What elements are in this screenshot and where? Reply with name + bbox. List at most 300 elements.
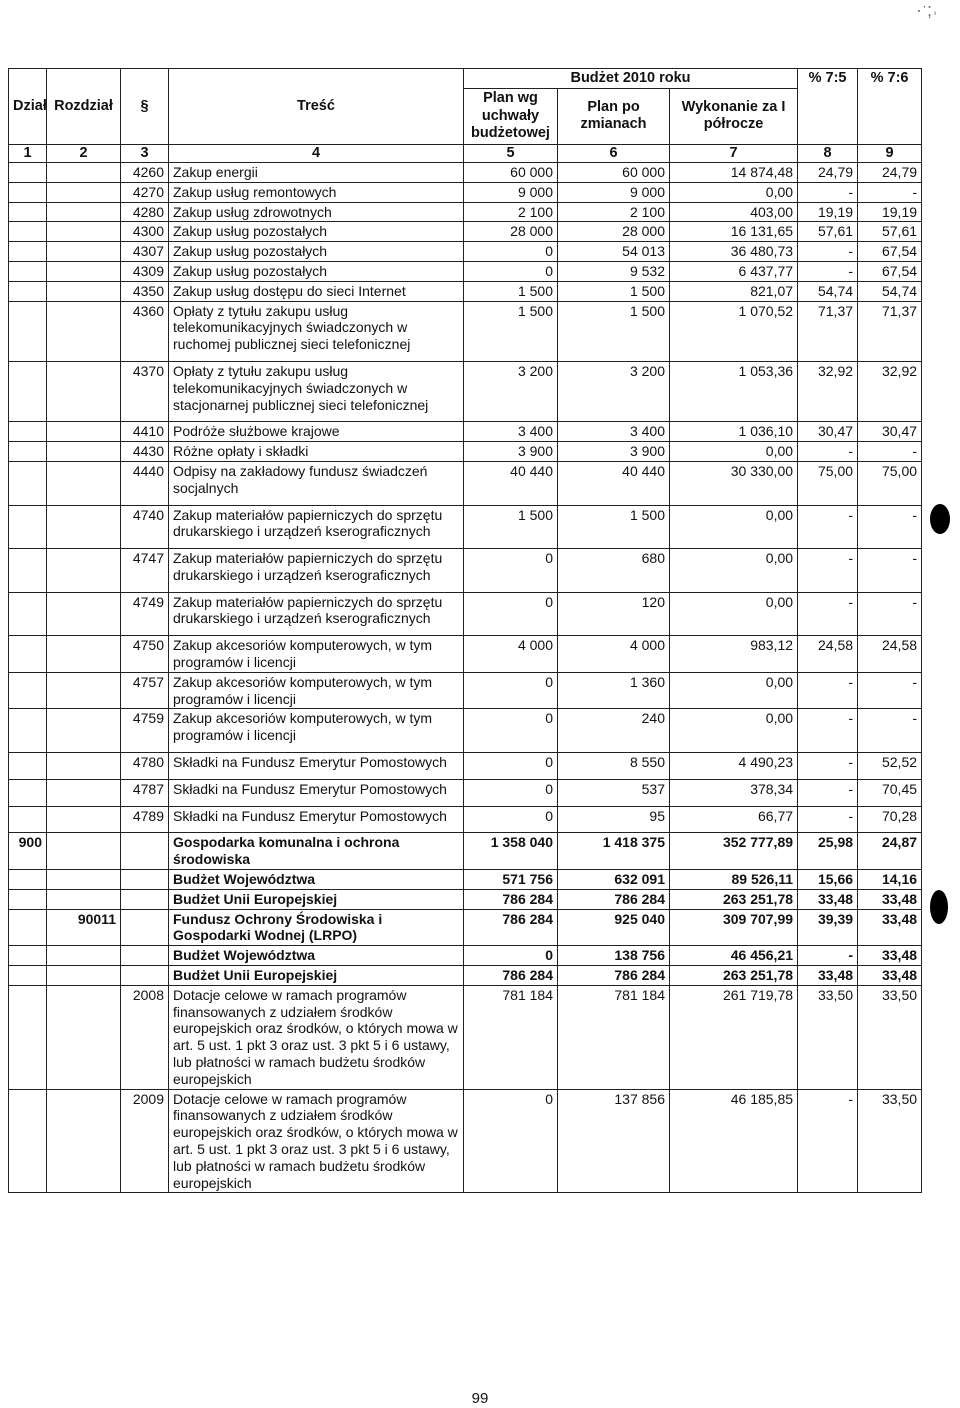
cell-paragraph: 4309 — [121, 261, 169, 281]
table-row — [9, 182, 922, 202]
cell-dzial — [9, 222, 47, 242]
table-row — [9, 909, 922, 946]
cell-rozdzial — [47, 182, 121, 202]
cell-tresc: Zakup materiałów papierniczych do sprzętu drukarskiego i urządzeń kserograficznych — [169, 592, 464, 636]
cell-pct-76: 30,47 — [858, 422, 922, 442]
cell-plan-uchwaly: 40 440 — [464, 461, 558, 505]
cell-plan-po-zmianach: 1 418 375 — [558, 833, 670, 870]
cell-plan-uchwaly: 3 900 — [464, 442, 558, 462]
table-row — [9, 592, 922, 636]
cell-dzial — [9, 806, 47, 833]
cell-paragraph: 4270 — [121, 182, 169, 202]
cell-tresc: Budżet Unii Europejskiej — [169, 966, 464, 986]
cell-plan-uchwaly: 0 — [464, 779, 558, 806]
cell-pct-75: 57,61 — [798, 222, 858, 242]
cell-wykonanie: 0,00 — [670, 592, 798, 636]
cell-paragraph — [121, 946, 169, 966]
cell-plan-po-zmianach: 137 856 — [558, 1089, 670, 1193]
table-row — [9, 549, 922, 593]
cell-rozdzial — [47, 870, 121, 890]
cell-pct-76: 33,48 — [858, 966, 922, 986]
cell-plan-uchwaly: 28 000 — [464, 222, 558, 242]
cell-pct-75: - — [798, 806, 858, 833]
cell-tresc: Zakup usług zdrowotnych — [169, 202, 464, 222]
table-row — [9, 889, 922, 909]
table-body — [9, 162, 922, 1192]
cell-plan-po-zmianach: 786 284 — [558, 966, 670, 986]
cell-rozdzial: 90011 — [47, 909, 121, 946]
cell-dzial — [9, 182, 47, 202]
cell-wykonanie: 0,00 — [670, 505, 798, 549]
cell-pct-75: 25,98 — [798, 833, 858, 870]
cell-dzial — [9, 1089, 47, 1193]
cell-tresc: Dotacje celowe w ramach programów finansowanych z udziałem środków europejskich oraz środków, o których mowa w art. 5 ust. 1 pkt 3 oraz ust. 3 pkt 5 i 6 ustawy, lub płatności w ramach budżetu środków europejskich — [169, 985, 464, 1089]
header-plan-uchwaly: Plan wg uchwały budżetowej — [464, 89, 558, 144]
cell-plan-uchwaly: 786 284 — [464, 889, 558, 909]
cell-pct-75: 39,39 — [798, 909, 858, 946]
cell-plan-uchwaly: 2 100 — [464, 202, 558, 222]
cell-plan-uchwaly: 1 358 040 — [464, 833, 558, 870]
cell-pct-76: - — [858, 442, 922, 462]
cell-tresc: Zakup materiałów papierniczych do sprzętu drukarskiego i urządzeń kserograficznych — [169, 549, 464, 593]
cell-plan-po-zmianach: 781 184 — [558, 985, 670, 1089]
cell-rozdzial — [47, 242, 121, 262]
cell-plan-uchwaly: 781 184 — [464, 985, 558, 1089]
cell-tresc: Opłaty z tytułu zakupu usług telekomunikacyjnych świadczonych w ruchomej publicznej sieci telefonicznej — [169, 301, 464, 361]
cell-dzial — [9, 162, 47, 182]
cell-plan-uchwaly: 786 284 — [464, 909, 558, 946]
table-row — [9, 222, 922, 242]
cell-tresc: Zakup materiałów papierniczych do sprzętu drukarskiego i urządzeń kserograficznych — [169, 505, 464, 549]
cell-dzial — [9, 709, 47, 753]
cell-plan-uchwaly: 0 — [464, 549, 558, 593]
cell-rozdzial — [47, 889, 121, 909]
cell-tresc: Fundusz Ochrony Środowiska i Gospodarki Wodnej (LRPO) — [169, 909, 464, 946]
cell-rozdzial — [47, 442, 121, 462]
cell-paragraph: 4750 — [121, 636, 169, 673]
cell-tresc: Zakup usług pozostałych — [169, 261, 464, 281]
cell-plan-po-zmianach: 9 532 — [558, 261, 670, 281]
cell-dzial — [9, 242, 47, 262]
table-row — [9, 442, 922, 462]
cell-pct-76: 19,19 — [858, 202, 922, 222]
cell-paragraph — [121, 870, 169, 890]
scan-blot — [930, 504, 950, 534]
cell-rozdzial — [47, 281, 121, 301]
budget-table — [8, 68, 922, 1193]
table-row — [9, 753, 922, 780]
cell-wykonanie: 0,00 — [670, 442, 798, 462]
header-number: 9 — [858, 144, 922, 162]
cell-plan-uchwaly: 1 500 — [464, 281, 558, 301]
table-header — [9, 69, 922, 163]
cell-plan-uchwaly: 1 500 — [464, 505, 558, 549]
cell-pct-75: 30,47 — [798, 422, 858, 442]
cell-tresc: Składki na Fundusz Emerytur Pomostowych — [169, 753, 464, 780]
cell-dzial — [9, 301, 47, 361]
cell-tresc: Dotacje celowe w ramach programów finansowanych z udziałem środków europejskich oraz środków, o których mowa w art. 5 ust. 1 pkt 3 oraz ust. 3 pkt 5 i 6 ustawy, lub płatności w ramach budżetu środków europejskich — [169, 1089, 464, 1193]
header-pct-75: % 7:5 — [798, 69, 858, 145]
cell-pct-75: - — [798, 672, 858, 709]
cell-plan-po-zmianach: 4 000 — [558, 636, 670, 673]
cell-pct-75: 33,48 — [798, 966, 858, 986]
cell-pct-76: 54,74 — [858, 281, 922, 301]
cell-plan-uchwaly: 0 — [464, 806, 558, 833]
cell-plan-po-zmianach: 3 400 — [558, 422, 670, 442]
cell-wykonanie: 821,07 — [670, 281, 798, 301]
header-number: 6 — [558, 144, 670, 162]
cell-rozdzial — [47, 966, 121, 986]
cell-pct-75: 19,19 — [798, 202, 858, 222]
cell-plan-po-zmianach: 240 — [558, 709, 670, 753]
cell-pct-75: 33,48 — [798, 889, 858, 909]
cell-dzial — [9, 281, 47, 301]
cell-rozdzial — [47, 709, 121, 753]
cell-pct-75: - — [798, 779, 858, 806]
cell-paragraph: 2008 — [121, 985, 169, 1089]
cell-wykonanie: 352 777,89 — [670, 833, 798, 870]
header-dzial: Dział — [9, 69, 47, 145]
cell-pct-76: - — [858, 549, 922, 593]
cell-wykonanie: 0,00 — [670, 549, 798, 593]
scan-artifact: ·ˑ;˒ — [916, 0, 938, 20]
cell-pct-76: 32,92 — [858, 361, 922, 421]
cell-paragraph: 4759 — [121, 709, 169, 753]
cell-paragraph: 4440 — [121, 461, 169, 505]
cell-plan-uchwaly: 3 200 — [464, 361, 558, 421]
cell-tresc: Różne opłaty i składki — [169, 442, 464, 462]
cell-paragraph: 4757 — [121, 672, 169, 709]
cell-pct-76: 24,79 — [858, 162, 922, 182]
cell-tresc: Podróże służbowe krajowe — [169, 422, 464, 442]
cell-pct-76: 24,58 — [858, 636, 922, 673]
cell-plan-uchwaly: 0 — [464, 592, 558, 636]
cell-rozdzial — [47, 592, 121, 636]
table-row — [9, 301, 922, 361]
cell-plan-po-zmianach: 632 091 — [558, 870, 670, 890]
cell-tresc: Zakup akcesoriów komputerowych, w tym programów i licencji — [169, 709, 464, 753]
cell-plan-po-zmianach: 54 013 — [558, 242, 670, 262]
cell-pct-76: 70,45 — [858, 779, 922, 806]
cell-wykonanie: 0,00 — [670, 709, 798, 753]
header-tresc: Treść — [169, 69, 464, 145]
cell-plan-uchwaly: 0 — [464, 946, 558, 966]
cell-pct-76: 71,37 — [858, 301, 922, 361]
cell-dzial — [9, 870, 47, 890]
cell-tresc: Budżet Województwa — [169, 946, 464, 966]
cell-dzial — [9, 505, 47, 549]
cell-pct-76: 33,48 — [858, 946, 922, 966]
table-row — [9, 806, 922, 833]
cell-wykonanie: 0,00 — [670, 672, 798, 709]
table-row — [9, 636, 922, 673]
cell-rozdzial — [47, 779, 121, 806]
cell-tresc: Odpisy na zakładowy fundusz świadczeń socjalnych — [169, 461, 464, 505]
cell-wykonanie: 263 251,78 — [670, 889, 798, 909]
cell-pct-75: - — [798, 592, 858, 636]
table-row — [9, 505, 922, 549]
header-wykonanie: Wykonanie za I półrocze — [670, 89, 798, 144]
cell-wykonanie: 46 456,21 — [670, 946, 798, 966]
cell-plan-uchwaly: 60 000 — [464, 162, 558, 182]
cell-wykonanie: 46 185,85 — [670, 1089, 798, 1193]
cell-wykonanie: 30 330,00 — [670, 461, 798, 505]
cell-dzial — [9, 261, 47, 281]
header-number: 2 — [47, 144, 121, 162]
cell-plan-po-zmianach: 1 500 — [558, 505, 670, 549]
cell-wykonanie: 14 874,48 — [670, 162, 798, 182]
cell-paragraph: 4280 — [121, 202, 169, 222]
cell-plan-uchwaly: 0 — [464, 261, 558, 281]
cell-rozdzial — [47, 833, 121, 870]
table-row — [9, 946, 922, 966]
cell-dzial — [9, 889, 47, 909]
cell-pct-76: 70,28 — [858, 806, 922, 833]
table-row — [9, 870, 922, 890]
header-number: 5 — [464, 144, 558, 162]
cell-plan-uchwaly: 786 284 — [464, 966, 558, 986]
cell-wykonanie: 309 707,99 — [670, 909, 798, 946]
cell-dzial — [9, 672, 47, 709]
cell-plan-po-zmianach: 3 900 — [558, 442, 670, 462]
cell-pct-75: - — [798, 182, 858, 202]
cell-wykonanie: 4 490,23 — [670, 753, 798, 780]
cell-pct-76: 75,00 — [858, 461, 922, 505]
cell-plan-uchwaly: 1 500 — [464, 301, 558, 361]
cell-dzial — [9, 592, 47, 636]
cell-pct-76: 33,50 — [858, 1089, 922, 1193]
cell-pct-76: - — [858, 709, 922, 753]
cell-pct-75: - — [798, 261, 858, 281]
header-number: 3 — [121, 144, 169, 162]
cell-rozdzial — [47, 461, 121, 505]
header-number: 7 — [670, 144, 798, 162]
table-row — [9, 242, 922, 262]
cell-tresc: Budżet Unii Europejskiej — [169, 889, 464, 909]
cell-plan-uchwaly: 3 400 — [464, 422, 558, 442]
cell-wykonanie: 6 437,77 — [670, 261, 798, 281]
cell-pct-76: 67,54 — [858, 242, 922, 262]
cell-pct-75: 75,00 — [798, 461, 858, 505]
cell-paragraph — [121, 889, 169, 909]
cell-tresc: Zakup akcesoriów komputerowych, w tym programów i licencji — [169, 636, 464, 673]
cell-pct-75: 24,58 — [798, 636, 858, 673]
header-budget-group: Budżet 2010 roku — [464, 69, 798, 89]
cell-tresc: Zakup akcesoriów komputerowych, w tym programów i licencji — [169, 672, 464, 709]
header-number: 4 — [169, 144, 464, 162]
cell-tresc: Gospodarka komunalna i ochrona środowiska — [169, 833, 464, 870]
cell-paragraph: 4789 — [121, 806, 169, 833]
cell-rozdzial — [47, 985, 121, 1089]
cell-rozdzial — [47, 222, 121, 242]
cell-plan-uchwaly: 571 756 — [464, 870, 558, 890]
cell-dzial: 900 — [9, 833, 47, 870]
cell-paragraph: 4260 — [121, 162, 169, 182]
cell-rozdzial — [47, 672, 121, 709]
scan-blot — [930, 890, 948, 924]
cell-wykonanie: 983,12 — [670, 636, 798, 673]
cell-wykonanie: 16 131,65 — [670, 222, 798, 242]
cell-plan-po-zmianach: 3 200 — [558, 361, 670, 421]
cell-rozdzial — [47, 549, 121, 593]
cell-tresc: Składki na Fundusz Emerytur Pomostowych — [169, 806, 464, 833]
cell-pct-76: - — [858, 672, 922, 709]
cell-paragraph: 4300 — [121, 222, 169, 242]
cell-paragraph: 4350 — [121, 281, 169, 301]
cell-pct-75: - — [798, 753, 858, 780]
cell-paragraph: 4740 — [121, 505, 169, 549]
cell-rozdzial — [47, 1089, 121, 1193]
cell-pct-75: - — [798, 946, 858, 966]
cell-plan-uchwaly: 0 — [464, 672, 558, 709]
cell-dzial — [9, 909, 47, 946]
cell-pct-75: - — [798, 549, 858, 593]
cell-plan-po-zmianach: 786 284 — [558, 889, 670, 909]
cell-plan-po-zmianach: 40 440 — [558, 461, 670, 505]
cell-paragraph: 4749 — [121, 592, 169, 636]
cell-rozdzial — [47, 422, 121, 442]
cell-pct-75: - — [798, 242, 858, 262]
cell-plan-po-zmianach: 95 — [558, 806, 670, 833]
cell-plan-po-zmianach: 537 — [558, 779, 670, 806]
cell-wykonanie: 403,00 — [670, 202, 798, 222]
cell-paragraph: 4360 — [121, 301, 169, 361]
cell-plan-po-zmianach: 138 756 — [558, 946, 670, 966]
table-row — [9, 1089, 922, 1193]
cell-paragraph — [121, 833, 169, 870]
cell-paragraph: 2009 — [121, 1089, 169, 1193]
table-row — [9, 202, 922, 222]
cell-paragraph: 4410 — [121, 422, 169, 442]
table-row — [9, 709, 922, 753]
cell-dzial — [9, 636, 47, 673]
cell-tresc: Budżet Województwa — [169, 870, 464, 890]
cell-dzial — [9, 442, 47, 462]
cell-pct-76: 33,48 — [858, 909, 922, 946]
cell-dzial — [9, 753, 47, 780]
cell-paragraph: 4787 — [121, 779, 169, 806]
cell-pct-76: - — [858, 505, 922, 549]
cell-pct-76: - — [858, 592, 922, 636]
cell-plan-uchwaly: 0 — [464, 1089, 558, 1193]
cell-dzial — [9, 946, 47, 966]
cell-plan-uchwaly: 0 — [464, 709, 558, 753]
cell-wykonanie: 1 053,36 — [670, 361, 798, 421]
cell-dzial — [9, 985, 47, 1089]
cell-wykonanie: 0,00 — [670, 182, 798, 202]
cell-pct-75: - — [798, 505, 858, 549]
table-row — [9, 162, 922, 182]
cell-plan-po-zmianach: 925 040 — [558, 909, 670, 946]
cell-wykonanie: 261 719,78 — [670, 985, 798, 1089]
table-row — [9, 966, 922, 986]
header-paragraph: § — [121, 69, 169, 145]
cell-pct-75: 15,66 — [798, 870, 858, 890]
cell-plan-po-zmianach: 1 360 — [558, 672, 670, 709]
cell-pct-75: - — [798, 709, 858, 753]
cell-plan-po-zmianach: 120 — [558, 592, 670, 636]
cell-pct-76: 57,61 — [858, 222, 922, 242]
cell-pct-76: 33,50 — [858, 985, 922, 1089]
cell-rozdzial — [47, 946, 121, 966]
cell-plan-uchwaly: 4 000 — [464, 636, 558, 673]
header-pct-76: % 7:6 — [858, 69, 922, 145]
cell-pct-76: 14,16 — [858, 870, 922, 890]
table-row — [9, 261, 922, 281]
header-number: 8 — [798, 144, 858, 162]
cell-paragraph: 4747 — [121, 549, 169, 593]
cell-dzial — [9, 966, 47, 986]
cell-pct-76: - — [858, 182, 922, 202]
cell-rozdzial — [47, 162, 121, 182]
header-number: 1 — [9, 144, 47, 162]
cell-paragraph — [121, 909, 169, 946]
cell-rozdzial — [47, 261, 121, 281]
cell-plan-uchwaly: 0 — [464, 753, 558, 780]
table-row — [9, 361, 922, 421]
cell-tresc: Zakup usług remontowych — [169, 182, 464, 202]
cell-plan-po-zmianach: 1 500 — [558, 281, 670, 301]
cell-pct-75: 71,37 — [798, 301, 858, 361]
cell-plan-po-zmianach: 28 000 — [558, 222, 670, 242]
cell-plan-po-zmianach: 2 100 — [558, 202, 670, 222]
table-row — [9, 422, 922, 442]
header-plan-po-zmianach: Plan po zmianach — [558, 89, 670, 144]
table-row — [9, 281, 922, 301]
cell-plan-uchwaly: 0 — [464, 242, 558, 262]
cell-plan-po-zmianach: 60 000 — [558, 162, 670, 182]
cell-rozdzial — [47, 505, 121, 549]
cell-tresc: Zakup usług pozostałych — [169, 242, 464, 262]
cell-dzial — [9, 549, 47, 593]
cell-paragraph: 4780 — [121, 753, 169, 780]
cell-pct-76: 24,87 — [858, 833, 922, 870]
page-number: 99 — [471, 1390, 489, 1407]
cell-tresc: Zakup usług dostępu do sieci Internet — [169, 281, 464, 301]
cell-rozdzial — [47, 806, 121, 833]
cell-pct-75: 32,92 — [798, 361, 858, 421]
header-rozdzial: Rozdział — [47, 69, 121, 145]
header-number-row — [9, 144, 922, 162]
cell-rozdzial — [47, 636, 121, 673]
cell-tresc: Zakup energii — [169, 162, 464, 182]
budget-document — [8, 68, 921, 1193]
cell-plan-po-zmianach: 8 550 — [558, 753, 670, 780]
cell-wykonanie: 89 526,11 — [670, 870, 798, 890]
cell-plan-uchwaly: 9 000 — [464, 182, 558, 202]
cell-dzial — [9, 202, 47, 222]
cell-wykonanie: 263 251,78 — [670, 966, 798, 986]
cell-wykonanie: 66,77 — [670, 806, 798, 833]
cell-plan-po-zmianach: 680 — [558, 549, 670, 593]
cell-tresc: Opłaty z tytułu zakupu usług telekomunikacyjnych świadczonych w stacjonarnej publicznej sieci telefonicznej — [169, 361, 464, 421]
cell-wykonanie: 378,34 — [670, 779, 798, 806]
cell-paragraph — [121, 966, 169, 986]
cell-pct-76: 33,48 — [858, 889, 922, 909]
cell-dzial — [9, 779, 47, 806]
cell-pct-75: 54,74 — [798, 281, 858, 301]
cell-pct-75: - — [798, 442, 858, 462]
cell-plan-po-zmianach: 1 500 — [558, 301, 670, 361]
cell-dzial — [9, 422, 47, 442]
cell-pct-75: 33,50 — [798, 985, 858, 1089]
table-row — [9, 672, 922, 709]
table-row — [9, 461, 922, 505]
cell-rozdzial — [47, 753, 121, 780]
cell-pct-76: 52,52 — [858, 753, 922, 780]
cell-tresc: Zakup usług pozostałych — [169, 222, 464, 242]
cell-pct-75: - — [798, 1089, 858, 1193]
